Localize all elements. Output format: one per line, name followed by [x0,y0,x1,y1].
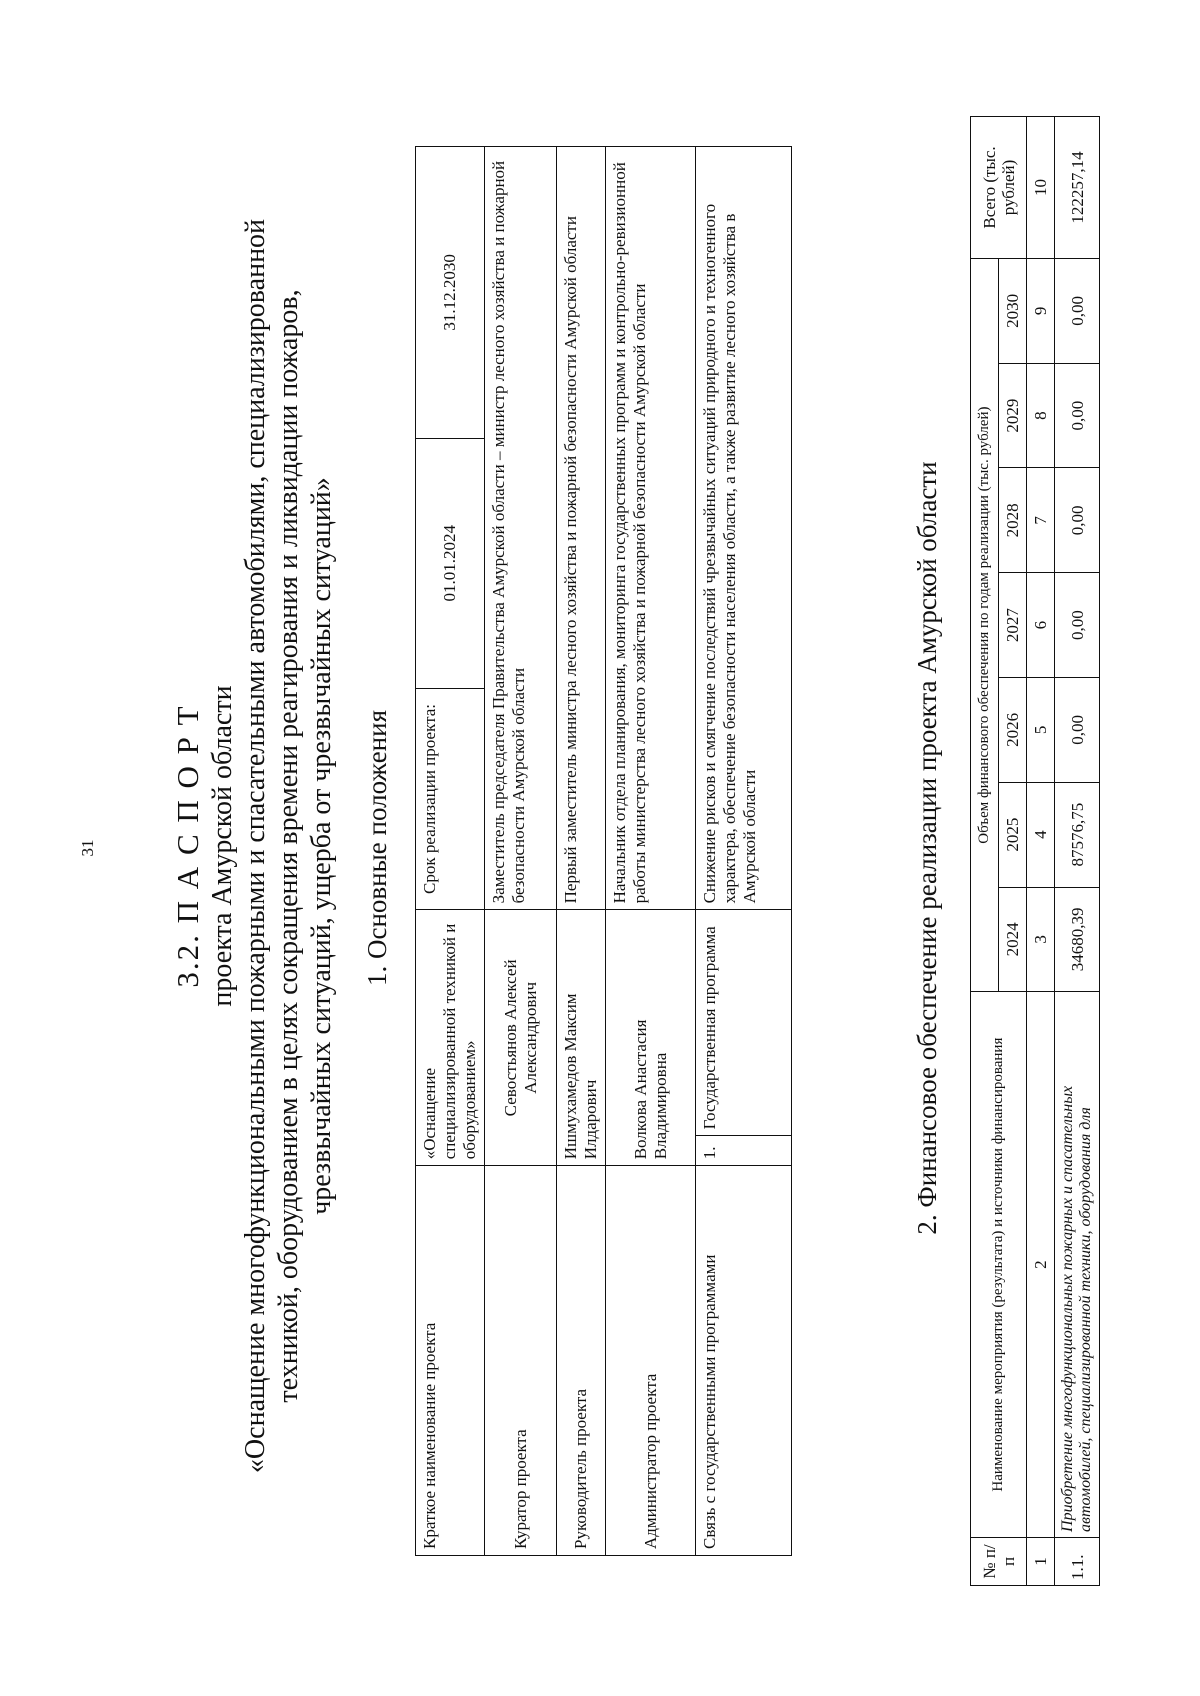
table-header-row [971,117,999,1586]
head-position: Первый заместитель министра лесного хозяйства и пожарной безопасности Амурской области [557,147,606,910]
head-label: Руководитель проекта [557,1166,606,1556]
index-cell: 8 [1027,363,1055,468]
link-value: Снижение рисков и смягчение последствий чрезвычайных ситуаций природного и техногенного характера, обеспечение безопасности населения области, а также развитие лесного хозяйства в Амурской области [696,147,792,910]
table-row [606,147,696,1556]
term-label: Срок реализации проекта: [416,688,485,910]
index-cell: 2 [1027,992,1055,1538]
row-value-2025: 87576,75 [1055,782,1100,887]
table-row [485,147,557,1556]
index-cell: 10 [1027,117,1055,259]
row-num: 1.1. [1055,1537,1100,1585]
table-row [416,147,485,1556]
section2-heading: 2. Финансовое обеспечение реализации проекта Амурской области [912,461,942,1235]
curator-label: Куратор проекта [485,1166,557,1556]
row-name: Приобретение многофункциональных пожарных и спасательных автомобилей, специализированной техники, оборудования для [1055,992,1100,1538]
row-value-2027: 0,00 [1055,573,1100,678]
main-provisions-table [415,146,792,1556]
table-row [696,147,792,1556]
index-cell: 6 [1027,573,1055,678]
row-value-2024: 34680,39 [1055,887,1100,992]
year-2025: 2025 [999,782,1027,887]
link-type: Государственная программа [696,910,792,1136]
header-name: Наименование мероприятия (результата) и источники финансирования [971,992,1027,1538]
year-2030: 2030 [999,258,1027,363]
index-cell: 3 [1027,887,1055,992]
financing-table [970,116,1100,1586]
year-2028: 2028 [999,468,1027,573]
index-cell: 7 [1027,468,1055,573]
title-line-3: «Оснащение многофункциональными пожарными и спасательными автомобилями, специализированной техникой, оборудованием в целях сокращения времени реагирования и ликвидации пожаров, чрезвычайных ситуаций, ущерба от чрезвычайных ситуаций» [240,218,337,1474]
admin-name: Волкова Анастасия Владимировна [606,910,696,1166]
index-cell: 9 [1027,258,1055,363]
link-label: Связь с государственными программами [696,1166,792,1556]
year-2029: 2029 [999,363,1027,468]
table-row [557,147,606,1556]
index-cell: 5 [1027,678,1055,783]
section1-heading: 1. Основные положения [362,710,392,986]
year-2027: 2027 [999,573,1027,678]
passport-title [170,206,338,1486]
index-row [1027,117,1055,1586]
admin-label: Администратор проекта [606,1166,696,1556]
row-value-2026: 0,00 [1055,678,1100,783]
table-row [1055,117,1100,1586]
short-name-value: «Оснащение специализированной техникой и оборудованием» [416,910,485,1166]
index-cell: 1 [1027,1537,1055,1585]
title-line-1: 3.2. П А С П О Р Т [170,704,205,988]
page-number: 31 [78,839,97,857]
row-value-2029: 0,00 [1055,363,1100,468]
link-num: 1. [696,1136,792,1166]
term-start: 01.01.2024 [416,438,485,688]
curator-position: Заместитель председателя Правительства Амурской области – министр лесного хозяйства и пожарной безопасности Амурской области [485,147,557,910]
index-cell: 4 [1027,782,1055,887]
row-total: 122257,14 [1055,117,1100,259]
row-value-2028: 0,00 [1055,468,1100,573]
term-end: 31.12.2030 [416,147,485,439]
header-num: № п/п [971,1537,1027,1585]
admin-position: Начальник отдела планирования, мониторинга государственных программ и контрольно-ревизионной работы министерства лесного хозяйства и пожарной безопасности Амурской области [606,147,696,910]
year-2026: 2026 [999,678,1027,783]
year-2024: 2024 [999,887,1027,992]
curator-name: Севостьянов Алексей Александрович [485,910,557,1166]
header-volume: Объем финансового обеспечения по годам реализации (тыс. рублей) [971,258,999,991]
short-name-label: Краткое наименование проекта [416,1166,485,1556]
head-name: Ишмухамедов Максим Илдарович [557,910,606,1166]
header-total: Всего (тыс. рублей) [971,117,1027,259]
title-line-2: проекта Амурской области [207,685,238,1007]
row-value-2030: 0,00 [1055,258,1100,363]
